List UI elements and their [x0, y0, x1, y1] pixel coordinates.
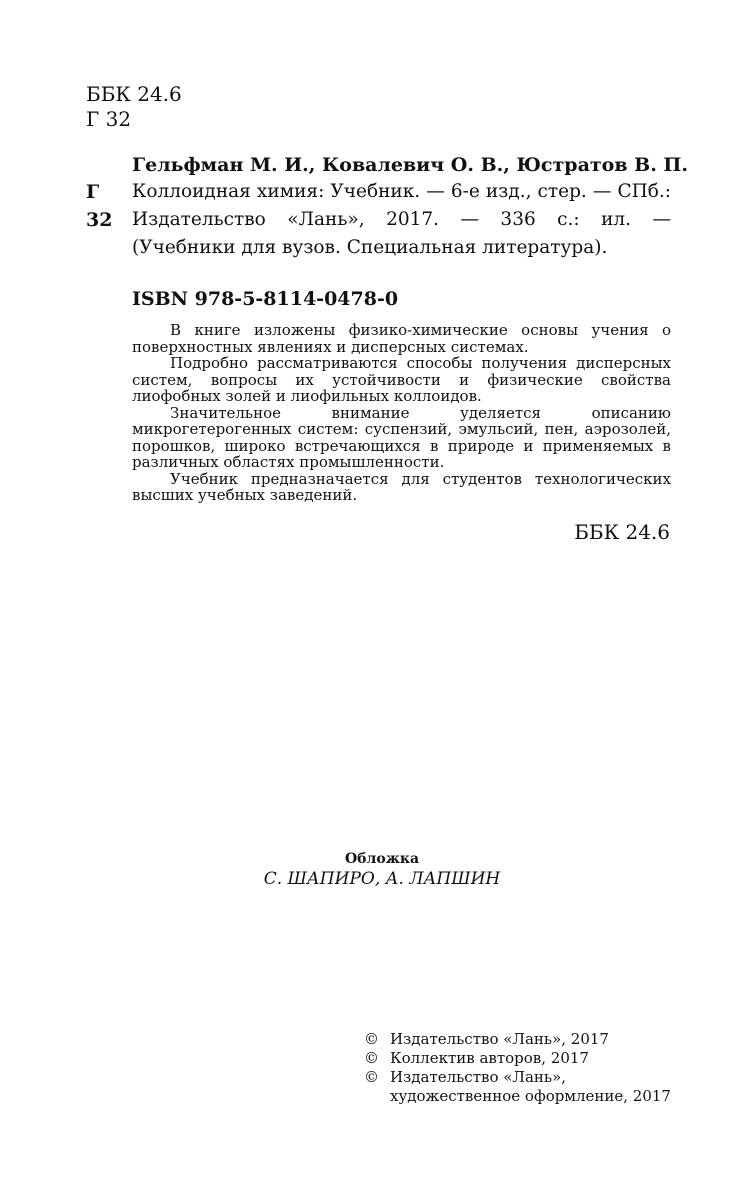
copyright-text: Издательство «Лань», 2017: [390, 1030, 609, 1048]
copyright-line: [364, 1068, 671, 1087]
copyright-icon: ©: [364, 1030, 379, 1048]
copyright-icon: ©: [364, 1049, 379, 1067]
cover-label: Обложка: [344, 851, 420, 867]
classification-block: [86, 82, 182, 132]
catalog-code: Г 32: [86, 181, 113, 231]
author-mark: Г 32: [86, 107, 132, 131]
annotation-paragraph: В книге изложены физико-химические основы учения о поверхностных явлениях и дисперсных системах.: [132, 321, 671, 356]
catalog-description: Коллоидная химия: Учебник. — 6-е изд., стер. — СПб.: Издательство «Лань», 2017. — 336 с.: ил. — (Учебники для вузов. Специальная литература).: [132, 181, 671, 258]
annotation: [132, 322, 671, 504]
authors-line: Гельфман М. И., Ковалевич О. В., Юстратов В. П.: [132, 154, 688, 176]
cover-designers: С. ШАПИРО, А. ЛАПШИН: [263, 869, 501, 889]
copyright-text: художественное оформление, 2017: [390, 1087, 671, 1105]
annotation-paragraph: Значительное внимание уделяется описанию микрогетерогенных систем: суспензий, эмульсий, пен, аэрозолей, порошков, широко встречающихся в природе и применяемых в различных областях промышленности.: [132, 403, 671, 471]
copyright-line: [364, 1030, 671, 1049]
cover-credit: [0, 850, 756, 890]
copyright-icon: ©: [364, 1068, 379, 1086]
copyright-line: [364, 1087, 671, 1106]
bbk-code: ББК 24.6: [86, 82, 182, 106]
copyright-spacer: [364, 1087, 390, 1106]
copyright-block: [364, 1030, 671, 1106]
copyright-line: [364, 1049, 671, 1068]
annotation-paragraph: Подробно рассматриваются способы получения дисперсных систем, вопросы их устойчивости и физические свойства лиофобных золей и лиофильных коллоидов.: [132, 354, 671, 405]
bbk-code-bottom: ББК 24.6: [574, 520, 670, 544]
catalog-entry: [86, 152, 688, 312]
isbn: ISBN 978-5-8114-0478-0: [132, 288, 399, 310]
annotation-paragraph: Учебник предназначается для студентов технологических высших учебных заведений.: [132, 469, 671, 504]
catalog-description-row: [86, 178, 671, 262]
copyright-text: Коллектив авторов, 2017: [390, 1049, 589, 1067]
copyright-text: Издательство «Лань»,: [390, 1068, 567, 1086]
